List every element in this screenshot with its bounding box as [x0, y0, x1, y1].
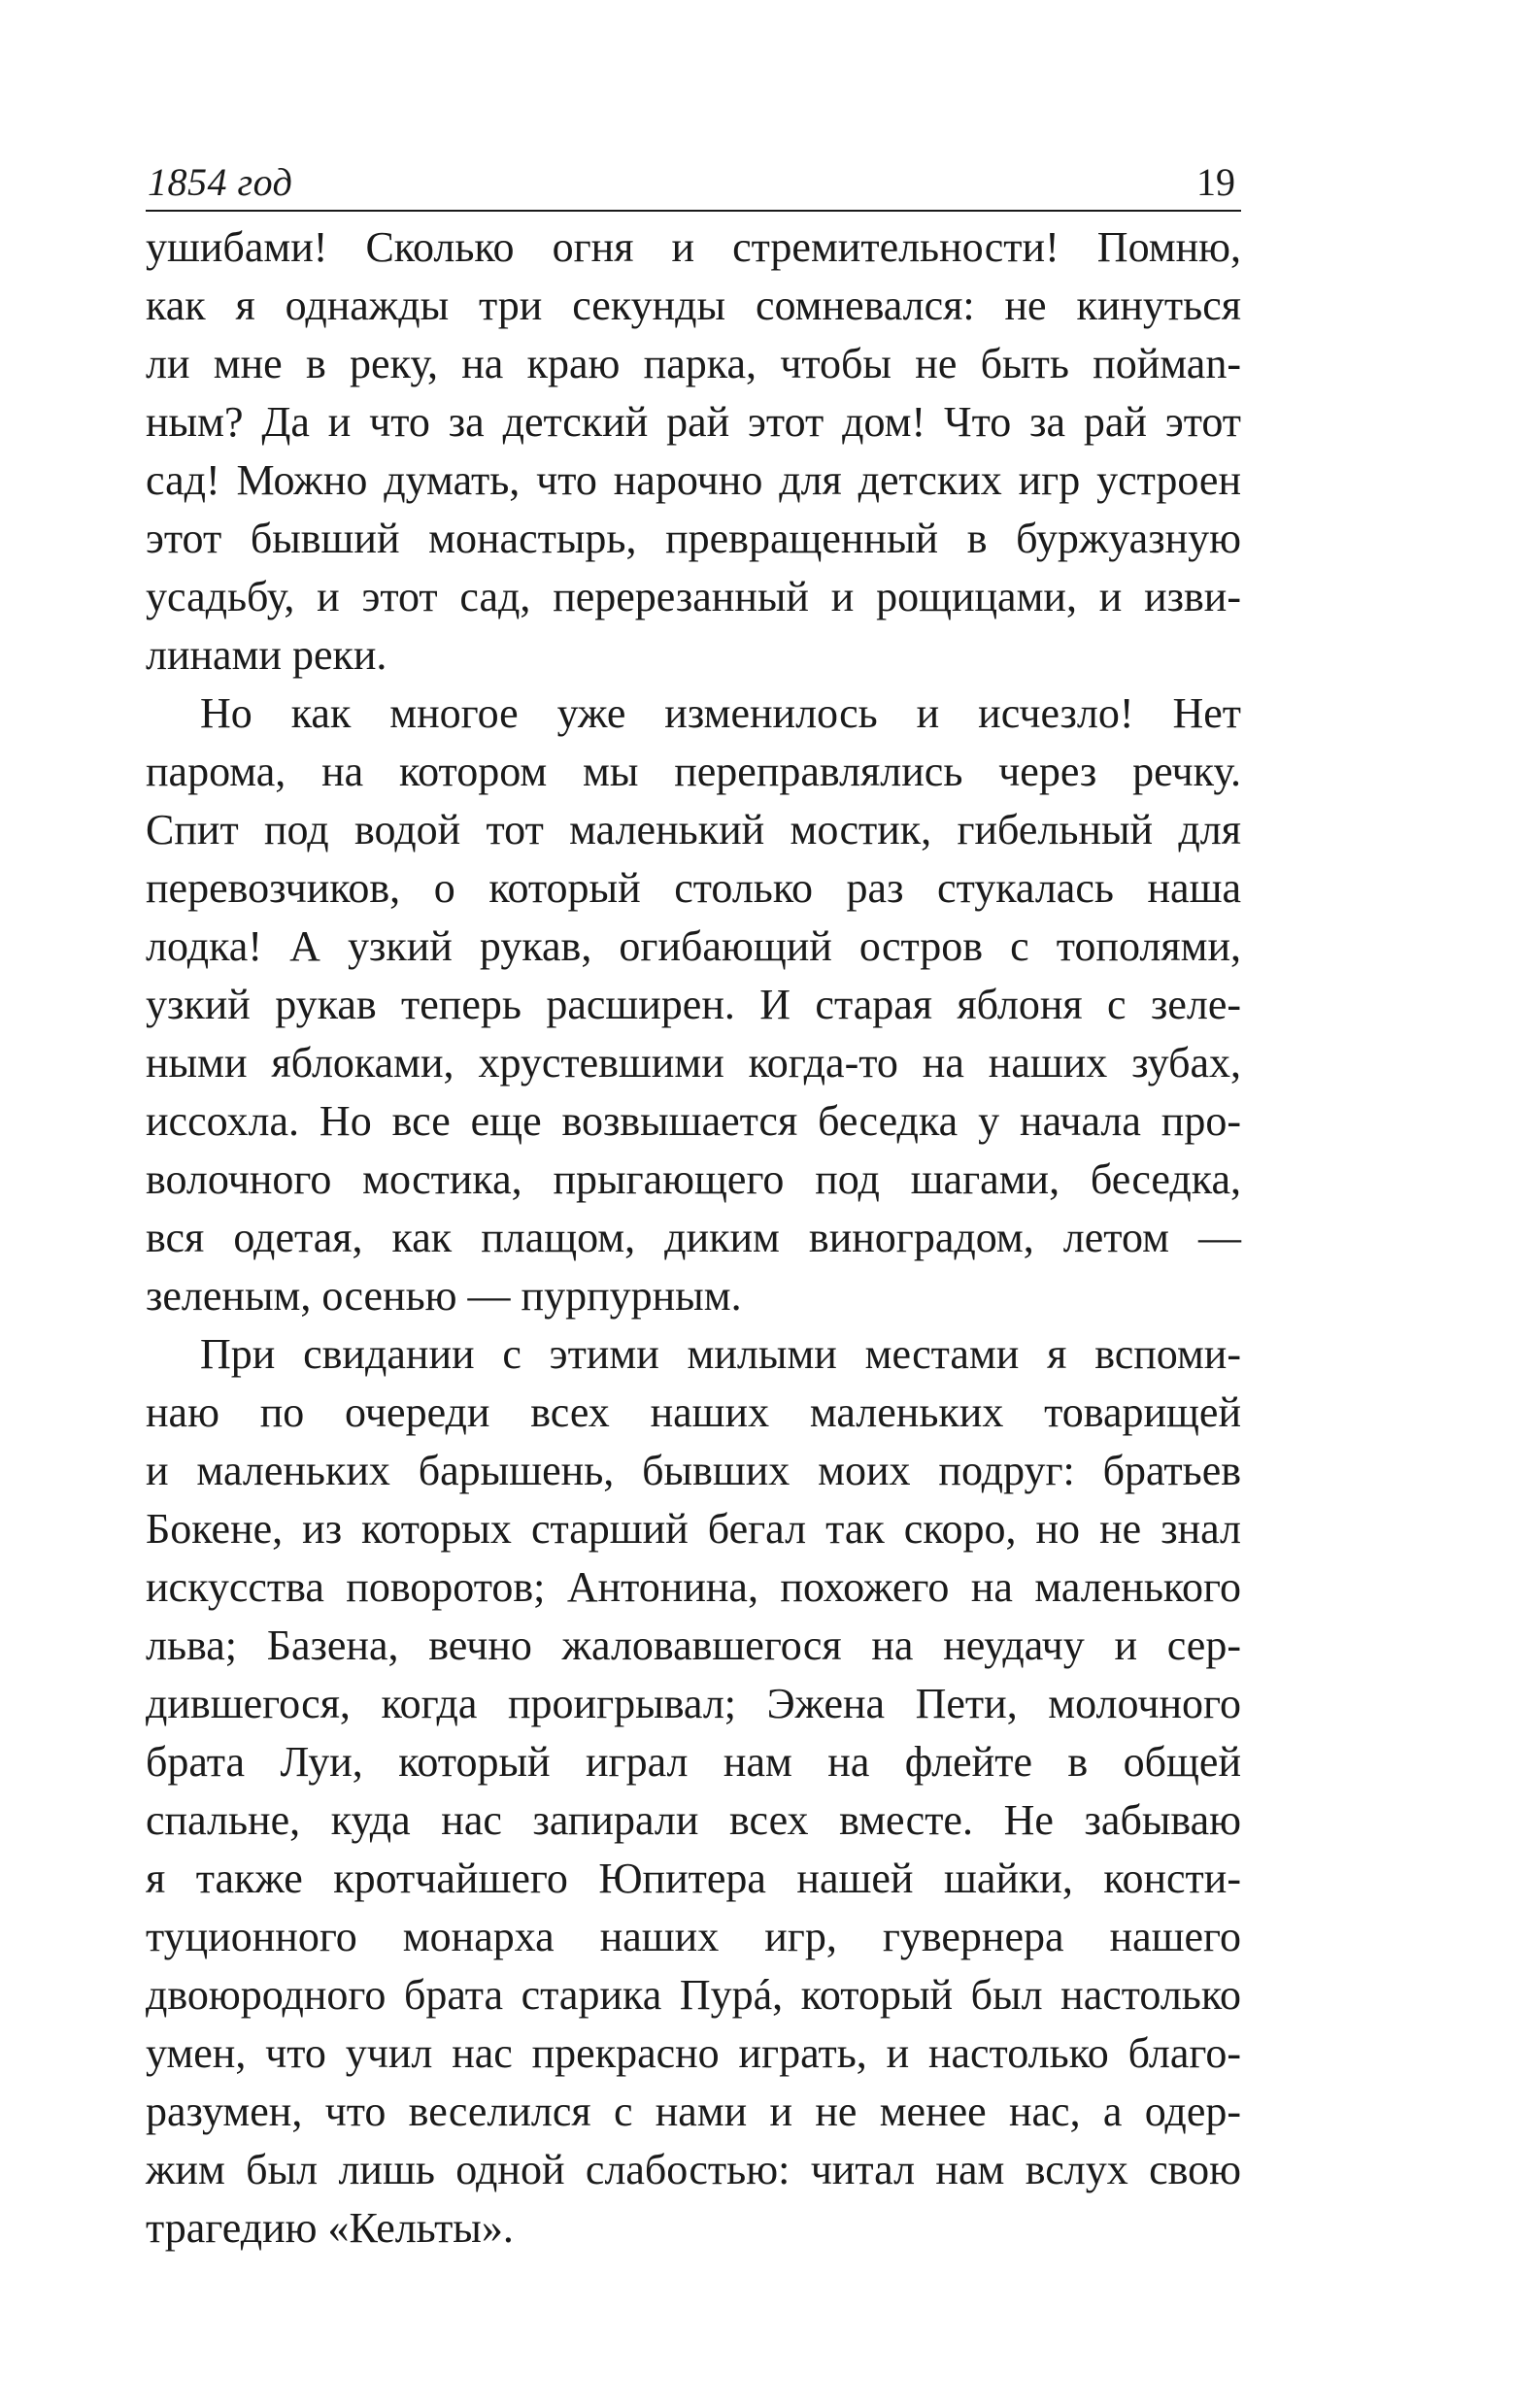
text-line: иссохла. Но все еще возвышается беседка у начала про-	[146, 1097, 1241, 1145]
text-line: парома, на котором мы переправлялись через речку.	[146, 748, 1241, 795]
body-text	[146, 218, 1241, 2258]
paragraph-3	[146, 1325, 1241, 2258]
text-line: спальне, куда нас запирали всех вместе. Не забываю	[146, 1796, 1241, 1844]
text-line: ными яблоками, хрустевшими когда-то на наших зубах,	[146, 1039, 1241, 1087]
text-line: жим был лишь одной слабостью: читал нам вслух свою	[146, 2146, 1241, 2193]
text-line: умен, что учил нас прекрасно играть, и настолько благо-	[146, 2029, 1241, 2077]
running-title: 1854 год	[148, 160, 293, 204]
text-line: дившегося, когда проигрывал; Эжена Пети, молочного	[146, 1680, 1241, 1727]
text-line: волочного мостика, прыгающего под шагами, беседка,	[146, 1155, 1241, 1203]
text-line: льва; Базена, вечно жаловавшегося на неудачу и сер-	[146, 1622, 1241, 1669]
paragraph-1	[146, 218, 1241, 685]
text-line: ушибами! Сколько огня и стремительности! Помню,	[146, 223, 1241, 271]
text-line: брата Луи, который играл нам на флейте в общей	[146, 1738, 1241, 1786]
text-line: усадьбу, и этот сад, перерезанный и рощицами, и изви-	[146, 573, 1241, 620]
text-line: этот бывший монастырь, превращенный в буржуазную	[146, 515, 1241, 562]
text-line: как я однажды три секунды сомневался: не кинуться	[146, 282, 1241, 329]
text-line: линами реки.	[146, 631, 387, 679]
text-line: двоюродного брата старика Пурá, который был настолько	[146, 1971, 1241, 2019]
text-line: Бокене, из которых старший бегал так скоро, но не знал	[146, 1505, 1241, 1553]
text-line: разумен, что веселился с нами и не менее нас, а одер-	[146, 2088, 1241, 2135]
text-line: искусства поворотов; Антонина, похожего на маленького	[146, 1563, 1241, 1611]
text-line: наю по очереди всех наших маленьких товарищей	[146, 1388, 1241, 1436]
text-line: туционного монарха наших игр, гувернера нашего	[146, 1913, 1241, 1960]
text-line: вся одетая, как плащом, диким виноградом, летом —	[146, 1214, 1241, 1261]
text-line: лодка! А узкий рукав, огибающий остров с тополями,	[146, 922, 1241, 970]
text-line: перевозчиков, о который столько раз стукалась наша	[146, 864, 1241, 912]
page-number: 19	[1196, 160, 1235, 204]
text-line: ным? Да и что за детский рай этот дом! Что за рай этот	[146, 398, 1241, 446]
text-line: Спит под водой тот маленький мостик, гибельный для	[146, 806, 1241, 853]
text-line: зеленым, осенью — пурпурным.	[146, 1272, 742, 1320]
text-line: сад! Можно думать, что нарочно для детских игр устроен	[146, 456, 1241, 504]
text-line: я также кротчайшего Юпитера нашей шайки, консти-	[146, 1855, 1241, 1902]
text-line: ли мне в реку, на краю парка, чтобы не быть поймаn-	[146, 340, 1241, 387]
text-line: трагедию «Кельты».	[146, 2204, 514, 2252]
paragraph-2	[146, 685, 1241, 1325]
text-line: При свидании с этими милыми местами я вспоми-	[200, 1330, 1241, 1378]
text-line: Но как многое уже изменилось и исчезло! Нет	[200, 689, 1241, 737]
text-line: узкий рукав теперь расширен. И старая яблоня с зеле-	[146, 981, 1241, 1028]
running-header	[146, 155, 1241, 212]
text-line: и маленьких барышень, бывших моих подруг: братьев	[146, 1447, 1241, 1494]
